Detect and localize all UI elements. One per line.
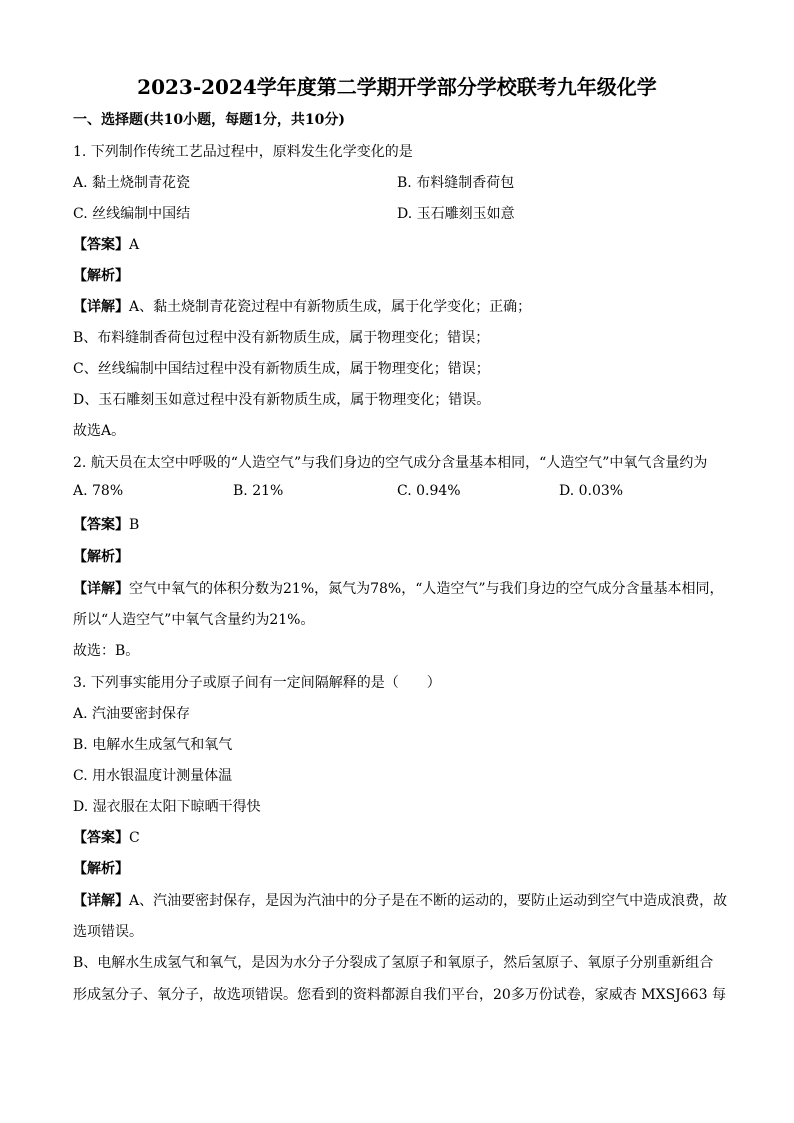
q2-analysis-label: 【解析】 [73,549,129,565]
section-heading: 一、选择题(共10小题，每题1分，共10分) [73,112,345,128]
q3-analysis-label: 【解析】 [73,861,129,877]
q1-answer [73,234,139,254]
q3-option-a: A. 汽油要密封保存 [73,706,191,722]
question-3-stem: 3. 下列事实能用分子或原子间有一定间隔解释的是（ ） [73,675,441,691]
q3-detail-line: 【详解】A、汽油要密封保存，是因为汽油中的分子是在不断的运动的，要防止运动到空气中造成浪费，故 [73,893,728,909]
q1-detail-line: B、布料缝制香荷包过程中没有新物质生成，属于物理变化；错误； [73,330,490,346]
q1-detail-line: D、玉石雕刻玉如意过程中没有新物质生成，属于物理变化；错误。 [73,392,491,408]
q3-detail-line: B、电解水生成氢气和氧气，是因为水分子分裂成了氢原子和氧原子，然后氢原子、氧原子分别重新组合 [73,955,714,971]
question-2-stem: 2. 航天员在太空中呼吸的“人造空气”与我们身边的空气成分含量基本相同，“人造空气”中氧气含量约为 [73,455,708,471]
q1-detail-line: C、丝线编制中国结过程中没有新物质生成，属于物理变化；错误； [73,361,490,377]
q1-option-d: D. 玉石雕刻玉如意 [397,206,515,222]
q1-option-c: C. 丝线编制中国结 [73,206,191,222]
q2-answer [73,514,139,534]
q1-option-b: B. 布料缝制香荷包 [397,175,515,191]
answer-value: A [129,237,140,253]
q3-option-d: D. 湿衣服在太阳下晾晒干得快 [73,799,261,815]
q2-option-d: D. 0.03% [559,483,624,499]
page-title: 2023-2024学年度第二学期开学部分学校联考九年级化学 [137,75,657,99]
q2-detail-line: 所以“人造空气”中氧气含量约为21%。 [73,612,315,628]
q1-detail-line: 【详解】A、黏土烧制青花瓷过程中有新物质生成，属于化学变化；正确； [73,299,532,315]
answer-label: 【答案】 [73,830,129,846]
answer-label: 【答案】 [73,517,129,533]
detail-label: 【详解】 [73,299,129,315]
detail-label: 【详解】 [73,893,129,909]
q2-detail-line: 【详解】空气中氧气的体积分数为21%，氮气为78%，“人造空气”与我们身边的空气成分含量基本相同， [73,581,724,597]
q3-detail-line: 选项错误。 [73,924,143,940]
q2-option-a: A. 78% [73,483,124,499]
q3-detail-line: 形成氢分子、氧分子，故选项错误。您看到的资料都源自我们平台，20多万份试卷，家威杏 MXSJ663 每 [73,987,726,1003]
q1-option-a: A. 黏土烧制青花瓷 [73,175,191,191]
q2-option-b: B. 21% [233,483,284,499]
q3-option-c: C. 用水银温度计测量体温 [73,768,233,784]
detail-label: 【详解】 [73,581,129,597]
question-1-stem: 1. 下列制作传统工艺品过程中，原料发生化学变化的是 [73,144,413,160]
q3-option-b: B. 电解水生成氢气和氧气 [73,737,233,753]
answer-value: C [129,830,140,846]
q1-conclusion: 故选A。 [73,423,126,439]
answer-label: 【答案】 [73,237,129,253]
q2-option-c: C. 0.94% [397,483,461,499]
answer-value: B [129,517,140,533]
q1-analysis-label: 【解析】 [73,268,129,284]
q2-conclusion: 故选：B。 [73,643,140,659]
q3-answer [73,827,140,847]
